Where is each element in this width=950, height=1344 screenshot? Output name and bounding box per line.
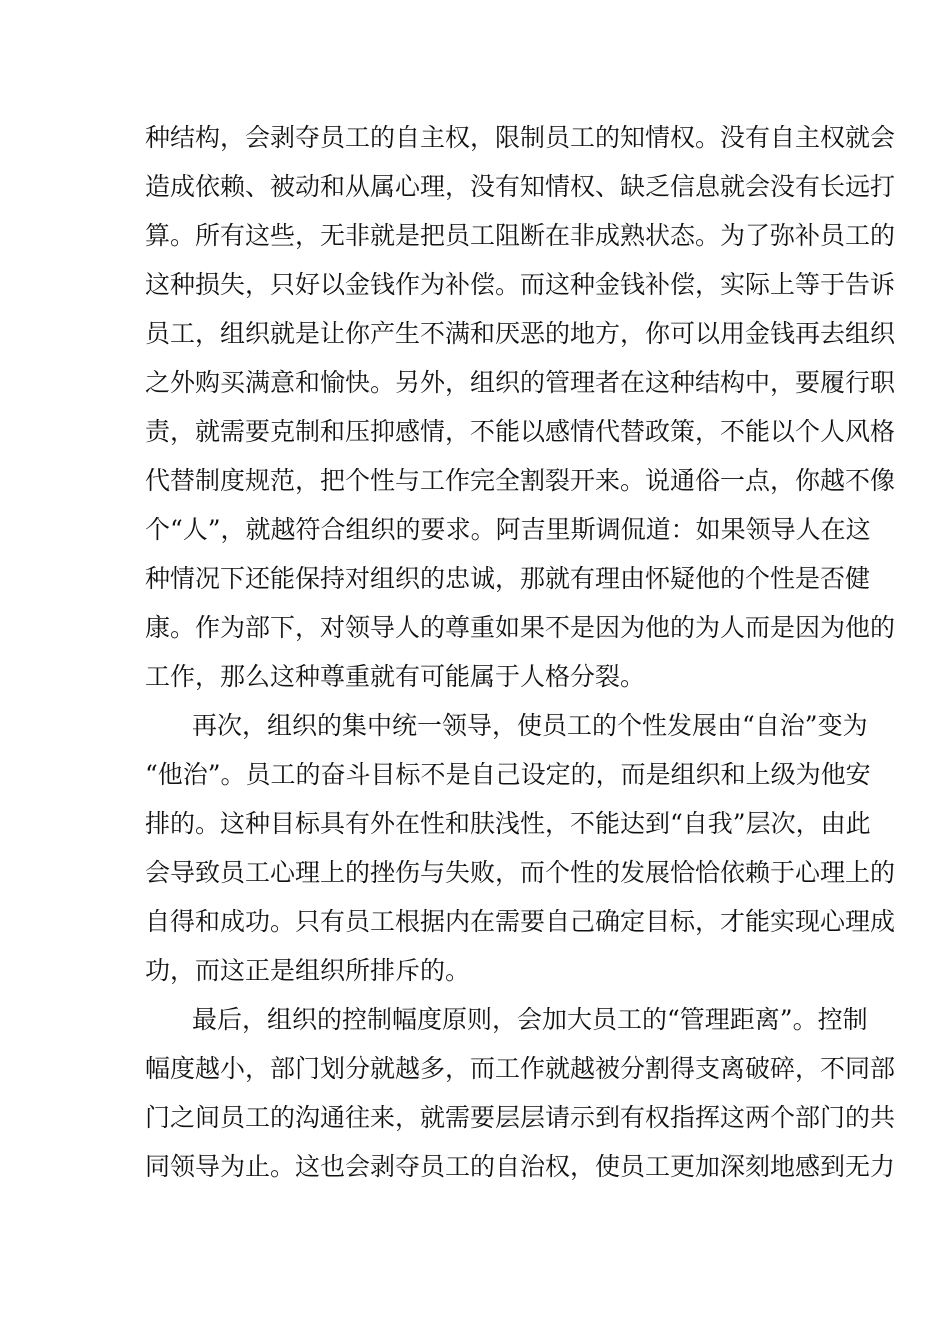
text-line: 造成依赖、被动和从属心理，没有知情权、缺乏信息就会没有长远打 xyxy=(145,172,896,201)
text-line: 康。作为部下，对领导人的尊重如果不是因为他的为人而是因为他的 xyxy=(145,613,896,642)
text-line: 算。所有这些，无非就是把员工阻断在非成熟状态。为了弥补员工的 xyxy=(145,221,896,250)
text-line: 幅度越小，部门划分就越多，而工作就越被分割得支离破碎，不同部 xyxy=(145,1054,896,1083)
text-line: 代替制度规范，把个性与工作完全割裂开来。说通俗一点，你越不像 xyxy=(145,466,896,495)
paragraph-first-line: 最后，组织的控制幅度原则，会加大员工的“管理距离”。控制 xyxy=(192,1005,868,1034)
text-line: 种情况下还能保持对组织的忠诚，那就有理由怀疑他的个性是否健 xyxy=(145,564,871,593)
text-line: 会导致员工心理上的挫伤与失败，而个性的发展恰恰依赖于心理上的 xyxy=(145,858,896,887)
text-line: 员工，组织就是让你产生不满和厌恶的地方，你可以用金钱再去组织 xyxy=(145,319,896,348)
text-line: 这种损失，只好以金钱作为补偿。而这种金钱补偿，实际上等于告诉 xyxy=(145,270,896,299)
paragraph-first-line: 再次，组织的集中统一领导，使员工的个性发展由“自治”变为 xyxy=(192,711,868,740)
text-line: “他治”。员工的奋斗目标不是自己设定的，而是组织和上级为他安 xyxy=(145,760,871,789)
text-line: 责，就需要克制和压抑感情，不能以感情代替政策，不能以个人风格 xyxy=(145,417,896,446)
text-line: 种结构，会剥夺员工的自主权，限制员工的知情权。没有自主权就会 xyxy=(145,123,896,152)
body-text xyxy=(145,113,896,1191)
text-line: 门之间员工的沟通往来，就需要层层请示到有权指挥这两个部门的共 xyxy=(145,1103,896,1132)
text-line: 工作，那么这种尊重就有可能属于人格分裂。 xyxy=(145,662,646,691)
text-line: 个“人”，就越符合组织的要求。阿吉里斯调侃道：如果领导人在这 xyxy=(145,515,871,544)
text-line: 排的。这种目标具有外在性和肤浅性，不能达到“自我”层次，由此 xyxy=(145,809,871,838)
text-line: 自得和成功。只有员工根据内在需要自己确定目标，才能实现心理成 xyxy=(145,907,896,936)
text-line: 之外购买满意和愉快。另外，组织的管理者在这种结构中，要履行职 xyxy=(145,368,896,397)
text-line: 同领导为止。这也会剥夺员工的自治权，使员工更加深刻地感到无力 xyxy=(145,1152,896,1181)
text-line: 功，而这正是组织所排斥的。 xyxy=(145,956,471,985)
